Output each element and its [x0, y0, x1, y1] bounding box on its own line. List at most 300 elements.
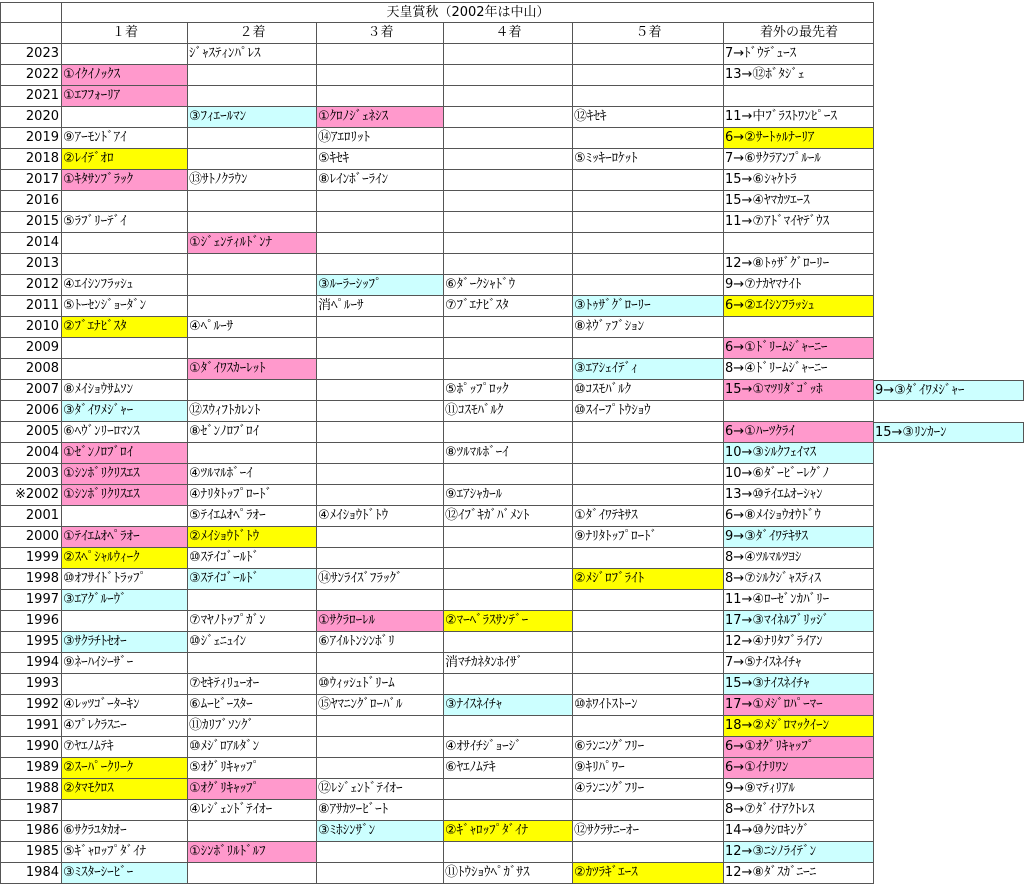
- fourth-cell: [444, 527, 573, 548]
- first-cell: ①ｲｸｲﾉｯｸｽ: [62, 65, 188, 86]
- fourth-cell: [444, 548, 573, 569]
- year-cell: 1988: [0, 779, 62, 800]
- extra-best-outside-cell: 9→③ﾀﾞｲﾜﾒｼﾞｬｰ: [874, 380, 1024, 401]
- third-cell: [317, 464, 444, 485]
- fourth-cell: [444, 317, 573, 338]
- fourth-cell: [444, 674, 573, 695]
- table-row: [0, 485, 1024, 506]
- fifth-cell: [573, 716, 724, 737]
- third-cell: [317, 212, 444, 233]
- table-row: [0, 254, 1024, 275]
- table-body: [0, 44, 1024, 884]
- first-cell: [62, 44, 188, 65]
- first-cell: [62, 191, 188, 212]
- results-table: [0, 2, 1024, 884]
- fifth-cell: ①ﾀﾞｲﾜﾃｷｻｽ: [573, 506, 724, 527]
- fourth-cell: [444, 191, 573, 212]
- first-cell: [62, 233, 188, 254]
- best-outside-cell: [724, 401, 874, 422]
- third-cell: [317, 233, 444, 254]
- table-row: [0, 653, 1024, 674]
- first-cell: ②ｽｰﾊﾟｰｸﾘｰｸ: [62, 758, 188, 779]
- fourth-cell: [444, 338, 573, 359]
- year-cell: 1991: [0, 716, 62, 737]
- fifth-cell: [573, 632, 724, 653]
- table-row: [0, 212, 1024, 233]
- table-row: [0, 632, 1024, 653]
- third-cell: [317, 44, 444, 65]
- fifth-cell: [573, 170, 724, 191]
- third-cell: [317, 86, 444, 107]
- second-cell: ⑦ﾏﾔﾉﾄｯﾌﾟｶﾞﾝ: [188, 611, 317, 632]
- best-outside-cell: 9→⑨ﾏﾃｨﾘｱﾙ: [724, 779, 874, 800]
- fifth-cell: ⑫ｷｾｷ: [573, 107, 724, 128]
- second-cell: ⑩ｼﾞｪﾆｭｲﾝ: [188, 632, 317, 653]
- second-cell: ①ｼﾝﾎﾞﾘﾙﾄﾞﾙﾌ: [188, 842, 317, 863]
- fifth-cell: [573, 842, 724, 863]
- year-cell: 1994: [0, 653, 62, 674]
- second-cell: ①ｵｸﾞﾘｷｬｯﾌﾟ: [188, 779, 317, 800]
- third-cell: ①ｸﾛﾉｼﾞｪﾈｼｽ: [317, 107, 444, 128]
- first-cell: ④ﾌﾟﾚｸﾗｽﾆｰ: [62, 716, 188, 737]
- fourth-cell: [444, 254, 573, 275]
- second-cell: ①ｼﾞｪﾝﾃｨﾙﾄﾞﾝﾅ: [188, 233, 317, 254]
- third-cell: [317, 380, 444, 401]
- year-cell: 1989: [0, 758, 62, 779]
- fifth-cell: [573, 443, 724, 464]
- second-cell: ③ﾌｨｴｰﾙﾏﾝ: [188, 107, 317, 128]
- year-cell: 2018: [0, 149, 62, 170]
- first-cell: ②ﾚｲﾃﾞｵﾛ: [62, 149, 188, 170]
- second-cell: [188, 128, 317, 149]
- third-cell: [317, 254, 444, 275]
- second-cell: ③ｽﾃｲｺﾞｰﾙﾄﾞ: [188, 569, 317, 590]
- year-cell: 2013: [0, 254, 62, 275]
- best-outside-cell: 8→④ﾂﾙﾏﾙﾂﾖｼ: [724, 548, 874, 569]
- table-row: [0, 464, 1024, 485]
- table-row: [0, 275, 1024, 296]
- table-title: 天皇賞秋（2002年は中山）: [62, 2, 874, 23]
- fourth-cell: ⑥ﾔｴﾉﾑﾃｷ: [444, 758, 573, 779]
- best-outside-cell: 11→中ﾌﾞﾗｽﾄﾜﾝﾋﾟｰｽ: [724, 107, 874, 128]
- extra-best-outside-cell: 15→③ﾘﾝｶｰﾝ: [874, 422, 1024, 443]
- second-cell: [188, 149, 317, 170]
- first-cell: ③ｴｱｸﾞﾙｰｳﾞ: [62, 590, 188, 611]
- best-outside-cell: 12→⑧ﾄｩｻﾞｸﾞﾛｰﾘｰ: [724, 254, 874, 275]
- year-cell: 1986: [0, 821, 62, 842]
- fifth-cell: ⑩ｺｽﾓﾊﾞﾙｸ: [573, 380, 724, 401]
- fourth-cell: [444, 359, 573, 380]
- best-outside-cell: 9→⑦ﾅｶﾔﾏﾅｲﾄ: [724, 275, 874, 296]
- first-cell: ⑦ﾔｴﾉﾑﾃｷ: [62, 737, 188, 758]
- third-cell: [317, 317, 444, 338]
- best-outside-cell: 11→⑦ｱﾄﾞﾏｲﾔﾃﾞｳｽ: [724, 212, 874, 233]
- first-cell: ①ｴﾌﾌｫｰﾘｱ: [62, 86, 188, 107]
- fifth-cell: ⑥ﾗﾝﾆﾝｸﾞﾌﾘｰ: [573, 737, 724, 758]
- best-outside-cell: 7→⑤ﾅｲｽﾈｲﾁｬ: [724, 653, 874, 674]
- first-cell: ②ｽﾍﾟｼｬﾙｳｨｰｸ: [62, 548, 188, 569]
- fourth-cell: [444, 233, 573, 254]
- year-cell: 1985: [0, 842, 62, 863]
- year-cell: 2011: [0, 296, 62, 317]
- second-cell: [188, 191, 317, 212]
- second-cell: ⑤ｵｸﾞﾘｷｬｯﾌﾟ: [188, 758, 317, 779]
- fifth-cell: [573, 233, 724, 254]
- fifth-cell: ⑫ｻｸﾗｻﾆｰｵｰ: [573, 821, 724, 842]
- table-row: [0, 443, 1024, 464]
- year-cell: ※2002: [0, 485, 62, 506]
- third-cell: ⑤ｷｾｷ: [317, 149, 444, 170]
- fifth-cell: ②ｶﾂﾗｷﾞｴｰｽ: [573, 863, 724, 884]
- fourth-cell: [444, 65, 573, 86]
- fourth-cell: ⑫ｲﾌﾞｷｶﾞﾊﾞﾒﾝﾄ: [444, 506, 573, 527]
- first-cell: ⑤ﾄｰｾﾝｼﾞｮｰﾀﾞﾝ: [62, 296, 188, 317]
- best-outside-cell: [724, 86, 874, 107]
- fifth-cell: ③ﾄｩｻﾞｸﾞﾛｰﾘｰ: [573, 296, 724, 317]
- year-cell: 2007: [0, 380, 62, 401]
- first-cell: ①ｼﾝﾎﾞﾘｸﾘｽｴｽ: [62, 485, 188, 506]
- first-cell: [62, 674, 188, 695]
- first-cell: ⑨ﾈｰﾊｲｼｰｻﾞｰ: [62, 653, 188, 674]
- fourth-cell: ⑥ﾀﾞｰｸｼｬﾄﾞｳ: [444, 275, 573, 296]
- table-row: [0, 359, 1024, 380]
- best-outside-cell: 8→④ﾄﾞﾘｰﾑｼﾞｬｰﾆｰ: [724, 359, 874, 380]
- second-cell: [188, 275, 317, 296]
- fifth-cell: ⑤ﾐｯｷｰﾛｹｯﾄ: [573, 149, 724, 170]
- first-cell: [62, 506, 188, 527]
- third-cell: [317, 758, 444, 779]
- third-cell: [317, 653, 444, 674]
- fourth-cell: ⑧ﾂﾙﾏﾙﾎﾞｰｲ: [444, 443, 573, 464]
- table-row: [0, 779, 1024, 800]
- fourth-cell: ⑨ｴｱｼｬｶｰﾙ: [444, 485, 573, 506]
- header-fourth: ４着: [444, 23, 573, 44]
- table-row: [0, 506, 1024, 527]
- fifth-cell: [573, 275, 724, 296]
- fourth-cell: ⑦ﾌﾞｴﾅﾋﾞｽﾀ: [444, 296, 573, 317]
- first-cell: ⑩ｵﾌｻｲﾄﾞﾄﾗｯﾌﾟ: [62, 569, 188, 590]
- third-cell: [317, 527, 444, 548]
- second-cell: [188, 443, 317, 464]
- table-row: [0, 233, 1024, 254]
- table-row: [0, 569, 1024, 590]
- best-outside-cell: [724, 317, 874, 338]
- title-left-cell: [0, 2, 62, 23]
- first-cell: [62, 107, 188, 128]
- best-outside-cell: 9→③ﾀﾞｲﾜﾃｷｻｽ: [724, 527, 874, 548]
- second-cell: ⑧ｾﾞﾝﾉﾛﾌﾞﾛｲ: [188, 422, 317, 443]
- table-row: [0, 338, 1024, 359]
- best-outside-cell: 6→①ｲﾅﾘﾜﾝ: [724, 758, 874, 779]
- year-cell: 1984: [0, 863, 62, 884]
- third-cell: [317, 737, 444, 758]
- table-row: [0, 170, 1024, 191]
- fourth-cell: [444, 779, 573, 800]
- fifth-cell: [573, 128, 724, 149]
- best-outside-cell: 15→⑥ｼｬｹﾄﾗ: [724, 170, 874, 191]
- year-cell: 1999: [0, 548, 62, 569]
- second-cell: [188, 65, 317, 86]
- best-outside-cell: 8→⑦ｼﾙｸｼﾞｬｽﾃｨｽ: [724, 569, 874, 590]
- first-cell: ①ｷﾀｻﾝﾌﾞﾗｯｸ: [62, 170, 188, 191]
- table-row: [0, 758, 1024, 779]
- year-cell: 1993: [0, 674, 62, 695]
- table-row: [0, 380, 1024, 401]
- header-fifth: ５着: [573, 23, 724, 44]
- best-outside-cell: 10→③ｼﾙｸﾌｪｲﾏｽ: [724, 443, 874, 464]
- year-cell: 1995: [0, 632, 62, 653]
- fourth-cell: [444, 170, 573, 191]
- second-cell: [188, 338, 317, 359]
- third-cell: [317, 863, 444, 884]
- header-best-outside: 着外の最先着: [724, 23, 874, 44]
- fifth-cell: [573, 86, 724, 107]
- year-cell: 2020: [0, 107, 62, 128]
- first-cell: ③ﾀﾞｲﾜﾒｼﾞｬｰ: [62, 401, 188, 422]
- best-outside-cell: 6→②ｴｲｼﾝﾌﾗｯｼｭ: [724, 296, 874, 317]
- table-row: [0, 296, 1024, 317]
- fifth-cell: ③ｴｱｼｪｲﾃﾞｨ: [573, 359, 724, 380]
- fourth-cell: [444, 107, 573, 128]
- third-cell: ③ﾐﾎｼﾝｻﾞﾝ: [317, 821, 444, 842]
- fifth-cell: [573, 65, 724, 86]
- third-cell: ⑩ｳｨｯｼｭﾄﾞﾘｰﾑ: [317, 674, 444, 695]
- second-cell: [188, 86, 317, 107]
- year-cell: 2015: [0, 212, 62, 233]
- year-cell: 2014: [0, 233, 62, 254]
- best-outside-cell: 6→①ｵｸﾞﾘｷｬｯﾌﾟ: [724, 737, 874, 758]
- best-outside-cell: 12→⑧ﾀﾞｽｶﾞﾆｰﾆ: [724, 863, 874, 884]
- second-cell: ⑪ｶﾘﾌﾞｿﾝｸﾞ: [188, 716, 317, 737]
- first-cell: ⑧ﾒｲｼｮｳｻﾑｿﾝ: [62, 380, 188, 401]
- table-row: [0, 695, 1024, 716]
- header-year: [0, 23, 62, 44]
- header-third: ３着: [317, 23, 444, 44]
- year-cell: 2006: [0, 401, 62, 422]
- table-row: [0, 821, 1024, 842]
- fourth-cell: [444, 44, 573, 65]
- second-cell: ⑩ｽﾃｲｺﾞｰﾙﾄﾞ: [188, 548, 317, 569]
- second-cell: [188, 821, 317, 842]
- best-outside-cell: 11→④ﾛｰｾﾞﾝｶﾊﾞﾘｰ: [724, 590, 874, 611]
- table-row: [0, 674, 1024, 695]
- year-cell: 2016: [0, 191, 62, 212]
- year-cell: 2012: [0, 275, 62, 296]
- first-cell: ⑥ﾍｳﾞﾝﾘｰﾛﾏﾝｽ: [62, 422, 188, 443]
- second-cell: ⑦ｾｷﾃｨﾘｭｰｵｰ: [188, 674, 317, 695]
- third-cell: ⑭ｱｴﾛﾘｯﾄ: [317, 128, 444, 149]
- fifth-cell: ⑨ﾅﾘﾀﾄｯﾌﾟﾛｰﾄﾞ: [573, 527, 724, 548]
- best-outside-cell: 7→ﾄﾞｳﾃﾞｭｰｽ: [724, 44, 874, 65]
- third-cell: [317, 443, 444, 464]
- fifth-cell: [573, 212, 724, 233]
- header-row: [0, 23, 1024, 44]
- fifth-cell: [573, 254, 724, 275]
- year-cell: 2009: [0, 338, 62, 359]
- fourth-cell: [444, 212, 573, 233]
- best-outside-cell: 7→⑥ｻｸﾗｱﾝﾌﾟﾙｰﾙ: [724, 149, 874, 170]
- fourth-cell: ③ﾅｲｽﾈｲﾁｬ: [444, 695, 573, 716]
- best-outside-cell: 14→⑩ｸｼﾛｷﾝｸﾞ: [724, 821, 874, 842]
- fourth-cell: ④ｵｻｲﾁｼﾞｮｰｼﾞ: [444, 737, 573, 758]
- table-row: [0, 107, 1024, 128]
- third-cell: [317, 842, 444, 863]
- year-cell: 2000: [0, 527, 62, 548]
- first-cell: ④ｴｲｼﾝﾌﾗｯｼｭ: [62, 275, 188, 296]
- third-cell: [317, 485, 444, 506]
- third-cell: ⑧ﾚｲﾝﾎﾞｰﾗｲﾝ: [317, 170, 444, 191]
- second-cell: ④ﾅﾘﾀﾄｯﾌﾟﾛｰﾄﾞ: [188, 485, 317, 506]
- third-cell: [317, 359, 444, 380]
- table-row: [0, 800, 1024, 821]
- third-cell: ①ｻｸﾗﾛｰﾚﾙ: [317, 611, 444, 632]
- third-cell: [317, 65, 444, 86]
- year-cell: 2010: [0, 317, 62, 338]
- header-second: ２着: [188, 23, 317, 44]
- first-cell: ⑨ｱｰﾓﾝﾄﾞｱｲ: [62, 128, 188, 149]
- second-cell: ｼﾞｬｽﾃｨﾝﾊﾟﾚｽ: [188, 44, 317, 65]
- best-outside-cell: 12→③ﾆｼﾉﾗｲﾃﾞﾝ: [724, 842, 874, 863]
- third-cell: [317, 590, 444, 611]
- year-cell: 1990: [0, 737, 62, 758]
- third-cell: ④ﾒｲｼｮｳﾄﾞﾄｳ: [317, 506, 444, 527]
- best-outside-cell: 10→⑥ﾀﾞｰﾋﾞｰﾚｸﾞﾉ: [724, 464, 874, 485]
- fourth-cell: ⑪ｺｽﾓﾊﾞﾙｸ: [444, 401, 573, 422]
- year-cell: 2008: [0, 359, 62, 380]
- year-cell: 2003: [0, 464, 62, 485]
- year-cell: 2017: [0, 170, 62, 191]
- second-cell: ⑫ｽｳｨﾌﾄｶﾚﾝﾄ: [188, 401, 317, 422]
- year-cell: 2019: [0, 128, 62, 149]
- fifth-cell: [573, 485, 724, 506]
- table-row: [0, 716, 1024, 737]
- best-outside-cell: 17→③ﾏｲﾈﾙﾌﾞﾘｯｼﾞ: [724, 611, 874, 632]
- best-outside-cell: 13→⑫ﾎﾞﾀｼﾞｪ: [724, 65, 874, 86]
- third-cell: 消ﾍﾟﾙｰｻ: [317, 296, 444, 317]
- fifth-cell: ④ﾗﾝﾆﾝｸﾞﾌﾘｰ: [573, 779, 724, 800]
- second-cell: [188, 863, 317, 884]
- third-cell: ⑮ﾔﾏﾆﾝｸﾞﾛｰﾊﾞﾙ: [317, 695, 444, 716]
- year-cell: 2022: [0, 65, 62, 86]
- year-cell: 2021: [0, 86, 62, 107]
- second-cell: ⑩ﾒｼﾞﾛｱﾙﾀﾞﾝ: [188, 737, 317, 758]
- best-outside-cell: 17→①ﾒｼﾞﾛﾊﾟｰﾏｰ: [724, 695, 874, 716]
- year-cell: 2005: [0, 422, 62, 443]
- first-cell: ⑥ｻｸﾗﾕﾀｶｵｰ: [62, 821, 188, 842]
- fifth-cell: ⑨ｷﾘﾊﾟﾜｰ: [573, 758, 724, 779]
- first-cell: ①ｼﾝﾎﾞﾘｸﾘｽｴｽ: [62, 464, 188, 485]
- first-cell: [62, 611, 188, 632]
- fourth-cell: ⑤ﾎﾟｯﾌﾟﾛｯｸ: [444, 380, 573, 401]
- second-cell: [188, 212, 317, 233]
- third-cell: ⑥ｱｲﾙﾄﾝｼﾝﾎﾞﾘ: [317, 632, 444, 653]
- best-outside-cell: 6→①ﾄﾞﾘｰﾑｼﾞｬｰﾆｰ: [724, 338, 874, 359]
- second-cell: ④ﾂﾙﾏﾙﾎﾞｰｲ: [188, 464, 317, 485]
- third-cell: ③ﾙｰﾗｰｼｯﾌﾟ: [317, 275, 444, 296]
- first-cell: ⑤ﾗﾌﾞﾘｰﾃﾞｲ: [62, 212, 188, 233]
- table-row: [0, 863, 1024, 884]
- first-cell: [62, 359, 188, 380]
- second-cell: ⑤ﾃｲｴﾑｵﾍﾟﾗｵｰ: [188, 506, 317, 527]
- third-cell: [317, 401, 444, 422]
- best-outside-cell: 6→②ｻｰﾄｩﾙﾅｰﾘｱ: [724, 128, 874, 149]
- table-row: [0, 401, 1024, 422]
- year-cell: 2004: [0, 443, 62, 464]
- year-cell: 1987: [0, 800, 62, 821]
- fifth-cell: [573, 590, 724, 611]
- second-cell: ②ﾒｲｼｮｳﾄﾞﾄｳ: [188, 527, 317, 548]
- third-cell: [317, 191, 444, 212]
- second-cell: ④ﾍﾟﾙｰｻ: [188, 317, 317, 338]
- first-cell: [62, 338, 188, 359]
- best-outside-cell: 15→③ﾅｲｽﾈｲﾁｬ: [724, 674, 874, 695]
- year-cell: 2023: [0, 44, 62, 65]
- second-cell: ⑬ｻﾄﾉｸﾗｳﾝ: [188, 170, 317, 191]
- fourth-cell: [444, 800, 573, 821]
- second-cell: ⑥ﾑｰﾋﾞｰｽﾀｰ: [188, 695, 317, 716]
- table-row: [0, 548, 1024, 569]
- second-cell: [188, 590, 317, 611]
- third-cell: ⑫ﾚｼﾞｪﾝﾄﾞﾃｲｵｰ: [317, 779, 444, 800]
- best-outside-cell: 15→④ﾔﾏｶﾂｴｰｽ: [724, 191, 874, 212]
- table-row: [0, 527, 1024, 548]
- table-row: [0, 149, 1024, 170]
- fifth-cell: ⑩ｽｲｰﾌﾟﾄｳｼｮｳ: [573, 401, 724, 422]
- fifth-cell: ⑧ﾈｳﾞｧﾌﾞｼｮﾝ: [573, 317, 724, 338]
- first-cell: ②ﾌﾞｴﾅﾋﾞｽﾀ: [62, 317, 188, 338]
- table-row: [0, 86, 1024, 107]
- fourth-cell: [444, 86, 573, 107]
- table-row: [0, 422, 1024, 443]
- table-row: [0, 737, 1024, 758]
- year-cell: 1992: [0, 695, 62, 716]
- fifth-cell: ②ﾒｼﾞﾛﾌﾞﾗｲﾄ: [573, 569, 724, 590]
- third-cell: [317, 716, 444, 737]
- third-cell: ⑧ｱｻｶﾂｰﾋﾞｰﾄ: [317, 800, 444, 821]
- second-cell: [188, 380, 317, 401]
- second-cell: [188, 254, 317, 275]
- second-cell: ④ﾚｼﾞｪﾝﾄﾞﾃｲｵｰ: [188, 800, 317, 821]
- second-cell: ①ﾀﾞｲﾜｽｶｰﾚｯﾄ: [188, 359, 317, 380]
- fifth-cell: [573, 674, 724, 695]
- third-cell: [317, 338, 444, 359]
- table-row: [0, 44, 1024, 65]
- fifth-cell: [573, 44, 724, 65]
- table-row: [0, 842, 1024, 863]
- fourth-cell: [444, 149, 573, 170]
- first-cell: ①ｾﾞﾝﾉﾛﾌﾞﾛｲ: [62, 443, 188, 464]
- fifth-cell: [573, 653, 724, 674]
- best-outside-cell: 15→①ﾏﾂﾘﾀﾞｺﾞｯﾎ: [724, 380, 874, 401]
- first-cell: ⑤ｷﾞｬﾛｯﾌﾟﾀﾞｲﾅ: [62, 842, 188, 863]
- fifth-cell: ⑩ﾎﾜｲﾄｽﾄｰﾝ: [573, 695, 724, 716]
- best-outside-cell: 8→⑦ﾀﾞｲﾅｱｸﾄﾚｽ: [724, 800, 874, 821]
- table-row: [0, 611, 1024, 632]
- year-cell: 1998: [0, 569, 62, 590]
- fifth-cell: [573, 611, 724, 632]
- year-cell: 1997: [0, 590, 62, 611]
- header-first: １着: [62, 23, 188, 44]
- table-row: [0, 65, 1024, 86]
- fourth-cell: [444, 716, 573, 737]
- year-cell: 2001: [0, 506, 62, 527]
- fourth-cell: [444, 128, 573, 149]
- fourth-cell: ②ﾏｰﾍﾞﾗｽｻﾝﾃﾞｰ: [444, 611, 573, 632]
- fourth-cell: [444, 464, 573, 485]
- fourth-cell: [444, 632, 573, 653]
- best-outside-cell: 6→①ﾊｰﾂｸﾗｲ: [724, 422, 874, 443]
- fifth-cell: [573, 548, 724, 569]
